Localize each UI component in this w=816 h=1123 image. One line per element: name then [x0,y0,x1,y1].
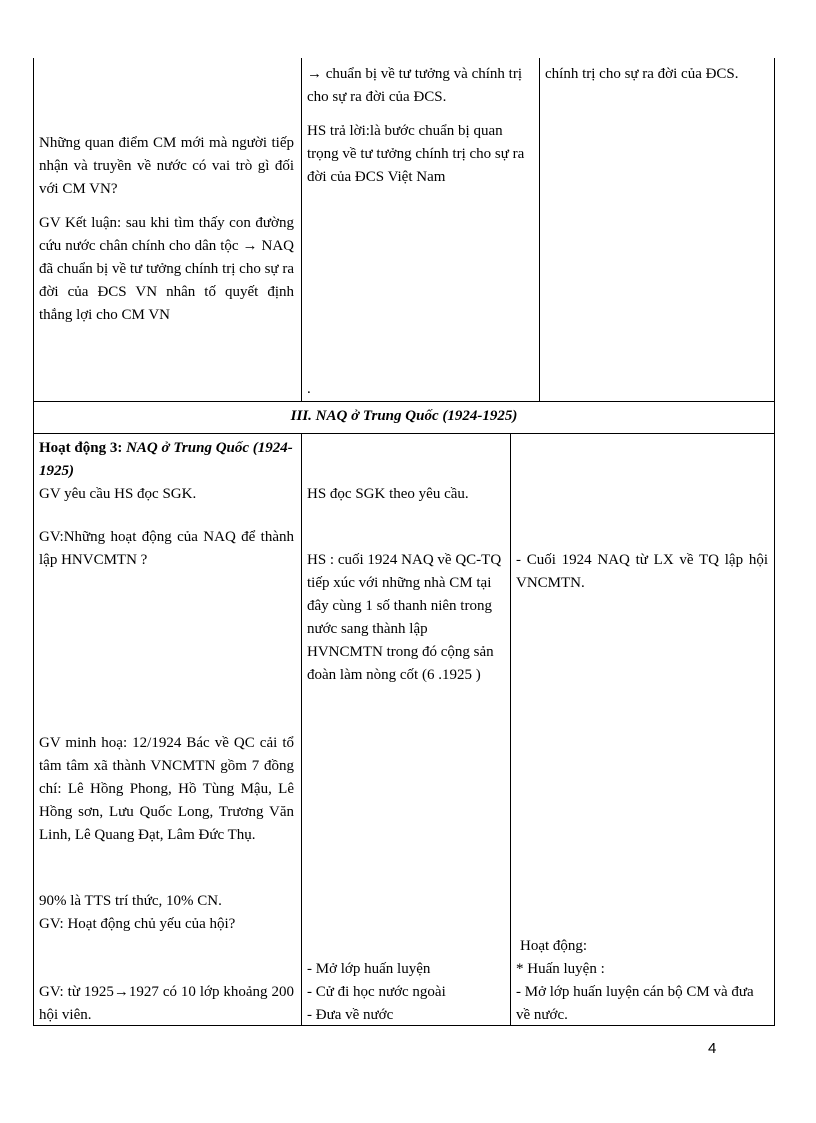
activity-label: Hoạt động 3: [39,440,123,456]
activity-items [307,958,503,1027]
gv-classes-text: GV: từ 1925→1927 có 10 lớp khoảng 200 hội viên. [39,984,294,1023]
section-heading: III. NAQ ở Trung Quốc (1924-1925) [290,408,518,424]
conclusion-text: GV Kết luận: sau khi tìm thấy con đường cứu nước chân chính cho dân tộc → NAQ đã chuẩn bị về tư tưởng chính trị cho sự ra đời của ĐCS VN nhân tố quyết định thắng lợi cho CM VN [39,215,294,323]
percent-text: 90% là TTS trí thức, 10% CN. [39,893,222,909]
activity-head-text: Hoạt động: [520,938,588,954]
gv-read-text: GV yêu cầu HS đọc SGK. [39,486,197,502]
gv-question-text: GV:Những hoạt động của NAQ để thành lập HNVCMTN ? [39,529,294,568]
top-col1-cell [39,132,294,327]
gv-activity-question: GV: Hoạt động chủ yếu của hội? [39,916,236,932]
hs-read-text: HS đọc SGK theo yêu cầu. [307,486,469,502]
list-item: - Mở lớp huấn luyện [307,961,431,977]
training-head-text: * Huấn luyện : [516,961,605,977]
preparation-text: → chuẩn bị về tư tưởng và chính trị cho sự ra đời của ĐCS. [307,66,522,105]
page-number: 4 [708,1040,717,1057]
summary-text: - Cuối 1924 NAQ từ LX về TQ lập hội VNCMTN. [516,552,768,591]
bottom-table-divider-1 [301,433,302,1026]
question-text: Những quan điểm CM mới mà người tiếp nhận và truyền về nước có vai trò gì đối với CM VN? [39,135,294,197]
top-table-divider-2 [539,58,540,402]
training-text: - Mở lớp huấn luyện cán bộ CM và đưa về nước. [516,984,754,1023]
top-col2-dot [307,378,311,401]
col3-top-text: chính trị cho sự ra đời của ĐCS. [545,66,739,82]
hs-answer-text: HS : cuối 1924 NAQ về QC-TQ tiếp xúc với những nhà CM tại đây cùng 1 số thanh niên trong nước sang thành lập HVNCMTN trong đó cộng sản đoàn làm nòng cốt (6 .1925 ) [307,552,502,683]
activity-title: NAQ ở Trung Quốc (1924-1925) [39,440,293,479]
list-item: - Cử đi học nước ngoài [307,984,446,1000]
dot-mark: . [307,381,311,397]
list-item: - Đưa về nước [307,1007,394,1023]
activity-heading [39,437,294,483]
top-table-divider-1 [301,58,302,402]
top-col3-cell [545,63,768,86]
bottom-table-divider-2 [510,433,511,1026]
top-col2-cell [307,63,531,189]
student-answer-text: HS trả lời:là bước chuẩn bị quan trọng về tư tưởng chính trị cho sự ra đời của ĐCS Việt Nam [307,123,525,185]
gv-illustrate-text: GV minh hoạ: 12/1924 Bác về QC cải tổ tâm tâm xã thành VNCMTN gồm 7 đồng chí: Lê Hồng Phong, Hồ Tùng Mậu, Lê Hồng sơn, Lưu Quốc Long, Trương Văn Linh, Lê Quang Đạt, Lâm Đức Thụ. [39,735,294,843]
